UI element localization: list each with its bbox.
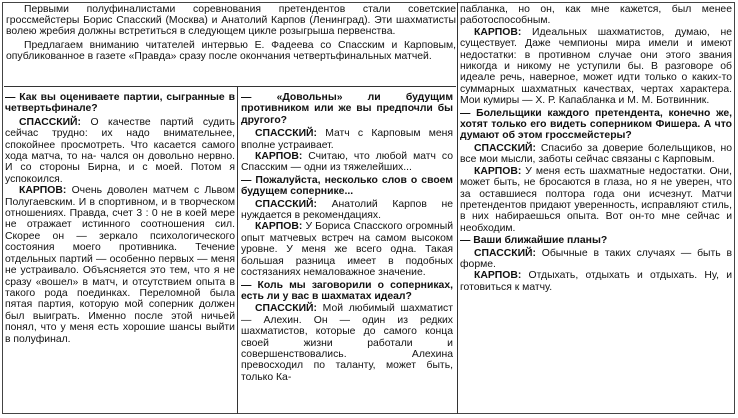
interview-answer [460, 166, 732, 234]
speaker-name: КАРПОВ: [474, 270, 522, 282]
column-2 [241, 90, 453, 383]
interview-question: — Ваши ближайшие планы? [460, 235, 608, 247]
column-3 [460, 4, 732, 293]
interview-answer [460, 27, 732, 107]
answer-text: Обычные в таких случаях — быть в форме. [460, 247, 732, 270]
speaker-name: СПАССКИЙ: [255, 128, 317, 140]
answer-text: Считаю, что любой матч со Спасским — одни из тяжелейших... [241, 151, 453, 174]
speaker-name: КАРПОВ: [255, 151, 303, 163]
answer-text: У Бориса Спасского огромный опыт матчевых встреч на самом высоком уровне. У меня же всего одна. Такая большая разница имеет в подобных состязаниях немаловажное значение. [241, 221, 453, 279]
interview-answer [241, 303, 453, 383]
column-divider [237, 86, 238, 414]
interview-question: — Болельщики каждого претендента, конечно же, хотят только его видеть соперником Фишера. А что думают об этом гроссмейстеры? [460, 107, 732, 142]
interview-answer [241, 221, 453, 278]
interview-question: — Как вы оцениваете партии, сыгранные в четвертьфинале? [5, 92, 235, 115]
answer-text: Отдыхать, отдыхать и отдыхать. Ну, и готовиться к матчу. [460, 270, 732, 293]
interview-answer [460, 143, 732, 166]
answer-text: Анатолий Карпов не нуждается в рекомендациях. [241, 198, 453, 222]
interview-answer [5, 185, 235, 345]
answer-text: У меня есть шахматные недостатки. Они, может быть, не бросаются в глаза, но я не уверен, что за оставшиеся полтора года они исчезнут. Матчи претендентов придают уверенность, исправляют стиль, в них набираешься опыта. Вот он-то мне сейчас и необходим. [460, 165, 732, 234]
intro-paragraph: Первыми полуфиналистами соревнования претендентов стали советские гроссмейстеры Борис Спасский (Москва) и Анатолий Карпов (Ленинград). Эти шахматисты волею жребия должны встретиться в следующем цикле розыгрыша первенства. [6, 4, 456, 38]
intro-paragraph: Предлагаем вниманию читателей интервью Е. Фадеева со Спасским и Карповым, опубликованное в газете «Правда» сразу после окончания четвертьфинальных матчей. [6, 39, 456, 62]
answer-text: О качестве партий судить сейчас трудно: их надо внимательнее, спокойнее просмотреть. Что касается самого хода матча, то на- чался он довольно нервно. И со стороны Бирна, и с моей. Потом я успокоился. [5, 116, 235, 185]
speaker-name: КАРПОВ: [474, 26, 522, 38]
speaker-name: КАРПОВ: [255, 221, 303, 233]
interview-answer [460, 248, 732, 271]
speaker-name: КАРПОВ: [474, 165, 522, 177]
column-divider [457, 2, 458, 414]
article-intro [6, 4, 456, 64]
interview-answer [241, 199, 453, 222]
interview-answer [5, 117, 235, 185]
interview-question: — «Довольны» ли будущим противником или же вы предпочли бы другого? [241, 92, 453, 126]
speaker-name: СПАССКИЙ: [255, 198, 317, 210]
speaker-name: КАРПОВ: [19, 185, 67, 197]
interview-question: — Коль мы заговорили о соперниках, есть ли у вас в шахматах идеал? [241, 279, 453, 302]
answer-text: Матч с Карповым меня вполне устраивает. [241, 128, 453, 151]
speaker-name: СПАССКИЙ: [474, 142, 536, 154]
intro-divider [4, 86, 456, 87]
answer-text: Очень доволен матчем с Львом Полугаевским. И в спортивном, и в творческом отношениях. Правда, счет 3 : 0 не в коей мере не отражает истинного соотношения сил. Скорее он — зеркало психологического состояния моего противника. Течение отдельных партий — особенно первых — меня не устраивало. Объясняется это тем, что я не сразу «вошел» в матч, и отсутствием опыта в такого рода поединках. Переломной была пятая партия, которую мой соперник должен был выиграть. Именно после этой ничьей понял, что у меня есть хорошие шансы выйти в полуфинал. [5, 185, 235, 345]
answer-text: Идеальных шахматистов, думаю, не существует. Даже чемпионы мира имели и имеют недостатки: в противном случае они этого звания никогда и никому не уступили бы. В разговоре об идеале речь, наверное, может идти только о каких-то суммарных шахматных качествах, чертах характера. Мои кумиры — Х. Р. Капабланка и М. М. Ботвинник. [460, 26, 732, 107]
interview-question: — Пожалуйста, несколько слов о своем будущем сопернике... [241, 174, 453, 198]
interview-answer [460, 270, 732, 293]
speaker-name: СПАССКИЙ: [19, 116, 81, 128]
speaker-name: СПАССКИЙ: [474, 247, 536, 259]
answer-continuation: пабланка, но он, как мне кажется, был менее работоспособным. [460, 4, 732, 27]
speaker-name: СПАССКИЙ: [255, 303, 317, 315]
answer-text: Спасибо за доверие болельщиков, но все мои мысли, заботы сейчас связаны с Карповым. [460, 142, 732, 166]
answer-text: Мой любимый шахматист — Алехин. Он — один из редких шахматистов, которые до самого конца своей жизни работали и совершенствовались. Алехина превосходил по таланту, может быть, только Ка- [241, 303, 453, 383]
interview-answer [241, 128, 453, 151]
interview-answer [241, 151, 453, 174]
column-1 [5, 90, 235, 345]
